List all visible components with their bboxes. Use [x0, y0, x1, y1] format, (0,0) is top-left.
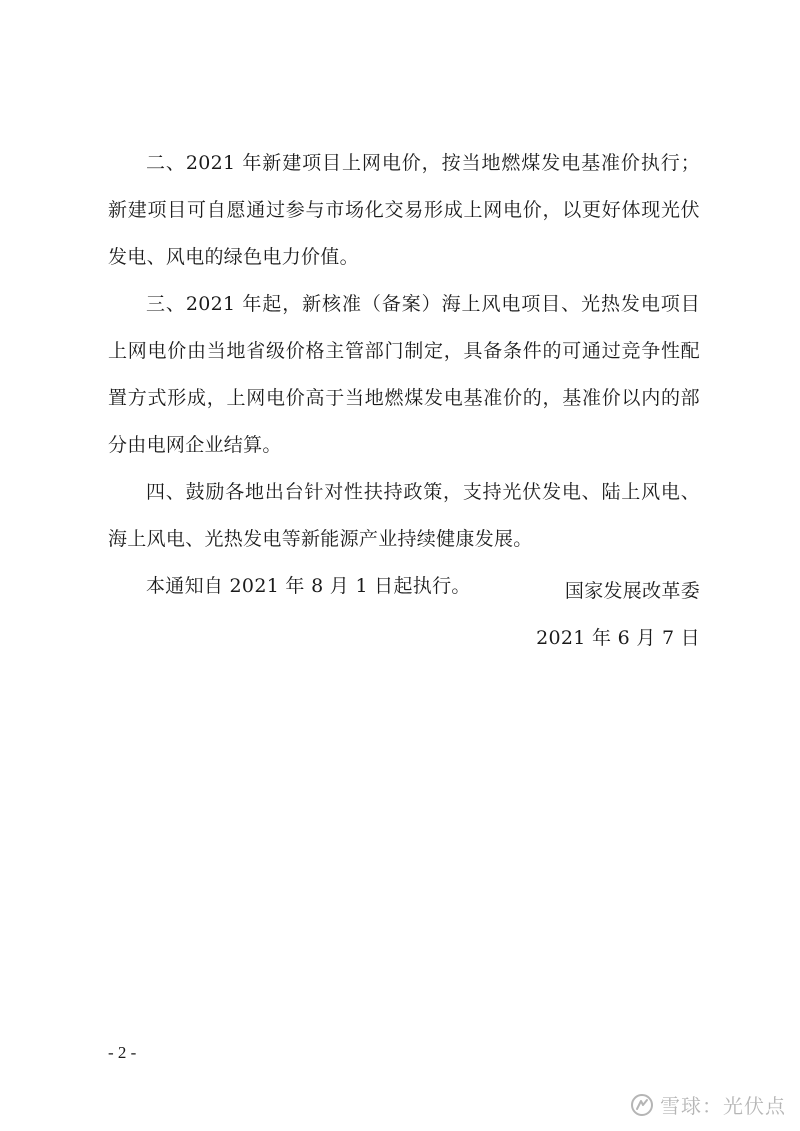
issuer-name: 国家发展改革委	[564, 580, 700, 602]
page-number: - 2 -	[108, 1043, 137, 1062]
issue-date: 2021 年 6 月 7 日	[536, 627, 700, 649]
paragraph-support-policies: 四、鼓励各地出台针对性扶持政策，支持光伏发电、陆上风电、海上风电、光热发电等新能源产业持续健康发展。	[108, 481, 700, 550]
paragraph-effective-date: 本通知自 2021 年 8 月 1 日起执行。	[146, 575, 471, 597]
signature-block	[536, 568, 700, 662]
paragraph-offshore-wind-solar-thermal: 三、2021 年起，新核准（备案）海上风电项目、光热发电项目上网电价由当地省级价格主管部门制定，具备条件的可通过竞争性配置方式形成，上网电价高于当地燃煤发电基准价的，基准价以内的部分由电网企业结算。	[108, 293, 700, 456]
document-body	[108, 140, 700, 610]
paragraph-new-projects-price: 二、2021 年新建项目上网电价，按当地燃煤发电基准价执行；新建项目可自愿通过参与市场化交易形成上网电价，以更好体现光伏发电、风电的绿色电力价值。	[108, 152, 700, 268]
watermark-text: 雪球：光伏点	[660, 1094, 786, 1118]
watermark	[630, 1090, 786, 1119]
snowball-logo-icon	[630, 1093, 654, 1117]
